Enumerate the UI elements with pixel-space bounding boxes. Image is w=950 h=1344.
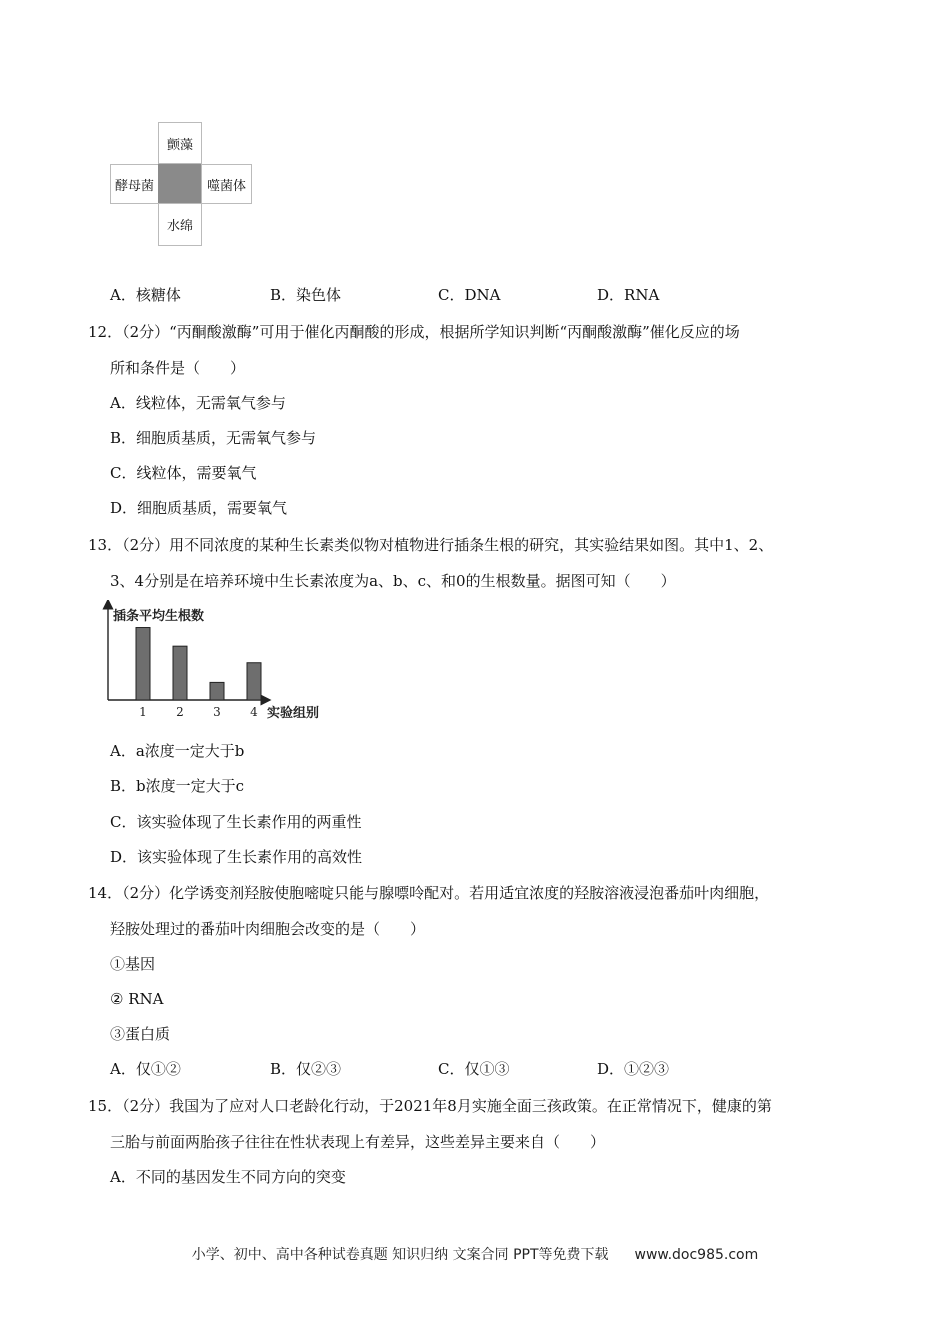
q13-option-c: C．该实验体现了生长素作用的两重性 bbox=[110, 813, 362, 831]
q14-stem-line2: 羟胺处理过的番茄叶肉细胞会改变的是（ ） bbox=[110, 920, 426, 938]
q15-stem-line2: 三胎与前面两胎孩子往往在性状表现上有差异，这些差异主要来自（ ） bbox=[110, 1133, 606, 1151]
bar-1 bbox=[136, 628, 150, 700]
q11-option-c: C．DNA bbox=[438, 286, 501, 304]
q12-option-a: A．线粒体，无需氧气参与 bbox=[110, 394, 286, 412]
organism-cross-diagram bbox=[110, 122, 252, 246]
bar-3 bbox=[210, 682, 224, 700]
q12-option-c: C．线粒体，需要氧气 bbox=[110, 464, 257, 482]
diagram-left-cell: 酵母菌 bbox=[110, 164, 159, 204]
q12-option-b: B．细胞质基质，无需氧气参与 bbox=[110, 429, 317, 447]
page-footer bbox=[0, 1244, 950, 1264]
q14-option-c: C．仅①③ bbox=[438, 1060, 510, 1078]
q14-option-d: D．①②③ bbox=[597, 1060, 670, 1078]
q12-option-d: D．细胞质基质，需要氧气 bbox=[110, 499, 288, 517]
footer-text: 小学、初中、高中各种试卷真题 知识归纳 文案合同 PPT等免费下载 bbox=[191, 1247, 609, 1263]
q13-stem-line2: 3、4分别是在培养环境中生长素浓度为a、b、c、和0的生根数量。据图可知（ ） bbox=[110, 572, 676, 590]
q15-stem-line1: 15．（2分）我国为了应对人口老龄化行动，于2021年8月实施全面三孩政策。在正常情况下，健康的第 bbox=[88, 1097, 772, 1115]
x-tick-label-3: 3 bbox=[213, 705, 221, 719]
x-tick-label-2: 2 bbox=[176, 705, 184, 719]
bar-4 bbox=[247, 663, 261, 700]
q11-option-a: A．核糖体 bbox=[110, 286, 181, 304]
q13-stem-line1: 13．（2分）用不同浓度的某种生长素类似物对植物进行插条生根的研究，其实验结果如图。其中1、2、 bbox=[88, 536, 774, 554]
y-axis-label: 插条平均生根数 bbox=[113, 609, 205, 624]
q15-option-a: A．不同的基因发生不同方向的突变 bbox=[110, 1168, 346, 1186]
q11-option-d: D．RNA bbox=[597, 286, 660, 304]
q14-item-2: ② RNA bbox=[110, 990, 164, 1008]
q13-option-b: B．b浓度一定大于c bbox=[110, 777, 245, 795]
q14-item-3: ③蛋白质 bbox=[110, 1025, 171, 1043]
bar-2 bbox=[173, 646, 187, 700]
x-tick-label-1: 1 bbox=[139, 705, 147, 719]
x-axis-label: 实验组别 bbox=[267, 706, 320, 721]
diagram-bottom-cell: 水绵 bbox=[158, 203, 202, 246]
x-tick-label-4: 4 bbox=[250, 705, 258, 719]
q12-stem-line2: 所和条件是（ ） bbox=[110, 359, 246, 377]
q14-option-b: B．仅②③ bbox=[270, 1060, 342, 1078]
q13-option-a: A．a浓度一定大于b bbox=[110, 742, 245, 760]
q11-option-b: B．染色体 bbox=[270, 286, 342, 304]
q12-stem-line1: 12．（2分）“丙酮酸激酶”可用于催化丙酮酸的形成，根据所学知识判断“丙酮酸激酶”催化反应的场 bbox=[88, 323, 740, 341]
diagram-right-cell: 噬菌体 bbox=[201, 164, 252, 204]
q13-option-d: D．该实验体现了生长素作用的高效性 bbox=[110, 848, 363, 866]
diagram-center-cell bbox=[158, 164, 202, 204]
rooting-bar-chart bbox=[100, 600, 340, 725]
q14-stem-line1: 14．（2分）化学诱变剂羟胺使胞嘧啶只能与腺嘌呤配对。若用适宜浓度的羟胺溶液浸泡番茄叶肉细胞， bbox=[88, 884, 770, 902]
q14-option-a: A．仅①② bbox=[110, 1060, 181, 1078]
footer-url[interactable]: www.doc985.com bbox=[634, 1247, 759, 1263]
q14-item-1: ①基因 bbox=[110, 955, 156, 973]
diagram-top-cell: 颤藻 bbox=[158, 122, 202, 164]
